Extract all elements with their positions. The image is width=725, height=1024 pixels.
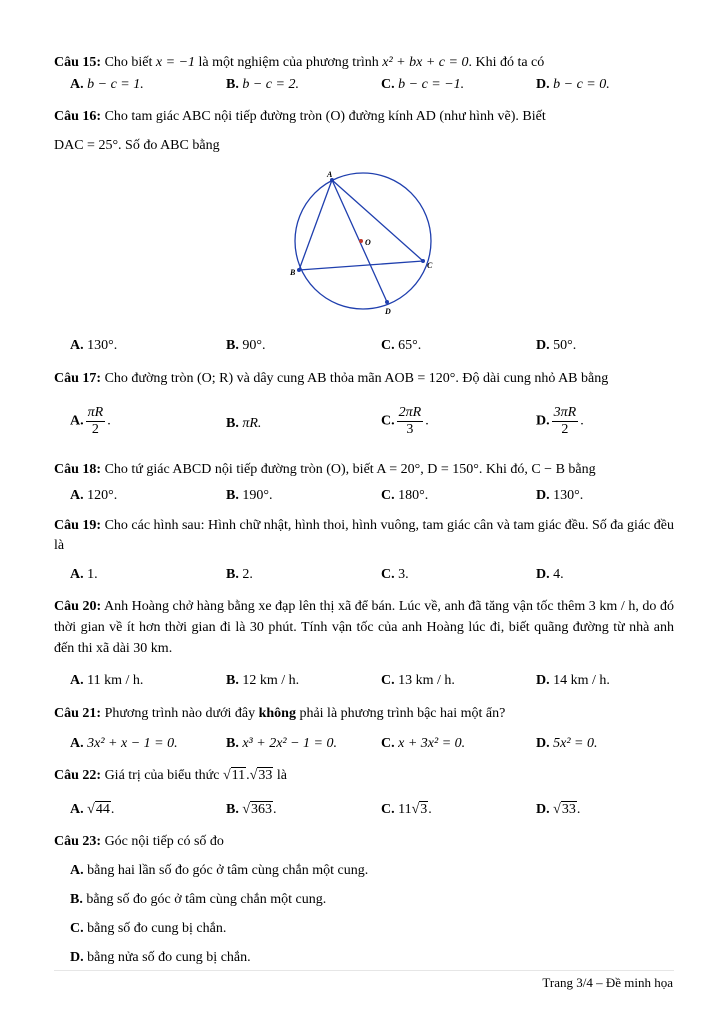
circle-figure — [285, 168, 460, 318]
option-letter: A. — [70, 567, 84, 582]
question-19 — [54, 516, 674, 556]
option-a[interactable]: A. $\frac{\pi R}{2}$ . — [70, 405, 111, 437]
radicand: 33 — [561, 802, 576, 817]
option-text: 11 km / h. — [87, 673, 144, 688]
option-letter: A. — [70, 863, 84, 878]
punct: . — [110, 802, 115, 817]
option-d[interactable] — [536, 487, 583, 505]
question-16 — [54, 108, 674, 126]
option-c[interactable] — [381, 801, 432, 819]
option-letter: A. — [70, 77, 84, 92]
option-b[interactable] — [70, 891, 326, 909]
option-text: 190°. — [242, 488, 273, 503]
question-text: Phương trình nào dưới đây — [104, 706, 256, 721]
question-label: Câu 17: — [54, 371, 102, 386]
option-a[interactable] — [70, 862, 368, 880]
option-text: 130°. — [87, 338, 118, 353]
option-letter: C. — [70, 921, 84, 936]
options-15 — [70, 76, 670, 98]
option-text: bằng số đo góc ở tâm cùng chắn một cung. — [86, 892, 327, 907]
option-c[interactable]: C. $\frac{2\pi R}{3}$ . — [381, 405, 429, 437]
fraction — [86, 405, 106, 438]
option-letter: C. — [381, 338, 395, 353]
option-b[interactable] — [226, 801, 277, 819]
option-letter: B. — [226, 736, 239, 751]
option-c[interactable] — [381, 735, 465, 753]
option-text: 120°. — [87, 488, 118, 503]
point-d — [385, 300, 389, 304]
option-a[interactable] — [70, 487, 117, 505]
segment-bc — [299, 261, 423, 270]
option-letter: D. — [536, 802, 550, 817]
question-text: . Khi đó ta có — [468, 55, 545, 70]
option-text: bằng hai lần số đo góc ở tâm cùng chắn một cung. — [87, 863, 369, 878]
question-label: Câu 21: — [54, 706, 102, 721]
options-21 — [70, 735, 670, 757]
option-c[interactable] — [70, 920, 226, 938]
math-expr: x = −1 — [155, 55, 196, 70]
option-d[interactable] — [536, 735, 597, 753]
option-text: b − c = 0. — [553, 77, 610, 92]
option-letter: C. — [381, 673, 395, 688]
options-17 — [70, 403, 670, 447]
option-text: 50°. — [553, 338, 577, 353]
option-a[interactable] — [70, 76, 144, 94]
option-text: 14 km / h. — [553, 673, 610, 688]
option-text: 1. — [87, 567, 98, 582]
option-letter: D. — [536, 736, 550, 751]
option-c[interactable] — [381, 566, 409, 584]
option-letter: B. — [226, 488, 239, 503]
question-text: Cho các hình sau: Hình chữ nhật, hình thoi, hình vuông, tam giác cân và tam giác đều. Số đa giác đều là — [54, 518, 674, 553]
label-d: D — [385, 307, 391, 316]
denominator: 2 — [91, 422, 99, 437]
question-text: Giá trị của biểu thức — [104, 768, 220, 783]
question-text: là — [276, 768, 287, 783]
option-letter: B. — [226, 338, 239, 353]
question-text: DAC = 25°. Số đo ABC bằng — [54, 138, 220, 153]
sqrt: √363 — [242, 802, 273, 817]
option-b[interactable] — [226, 76, 299, 94]
option-letter: B. — [226, 567, 239, 582]
footer-divider — [54, 970, 674, 971]
option-d[interactable] — [536, 566, 564, 584]
option-c[interactable] — [381, 672, 455, 690]
page-footer: Trang 3/4 – Đề minh họa — [542, 975, 673, 990]
option-letter: B. — [226, 673, 239, 688]
options-22 — [70, 801, 670, 823]
option-letter: C. — [381, 413, 395, 429]
option-b[interactable] — [226, 415, 261, 433]
option-b[interactable] — [226, 337, 265, 355]
option-letter: A. — [70, 413, 84, 429]
label-a: A — [327, 170, 333, 179]
sqrt: √33 — [553, 802, 576, 817]
option-letter: D. — [536, 673, 550, 688]
question-text: phải là phương trình bậc hai một ẩn? — [299, 706, 506, 721]
option-d[interactable] — [536, 76, 610, 94]
option-a[interactable] — [70, 672, 143, 690]
option-letter: C. — [381, 567, 395, 582]
option-letter: A. — [70, 802, 84, 817]
question-label: Câu 15: — [54, 55, 102, 70]
punct: . — [576, 802, 581, 817]
question-label: Câu 16: — [54, 109, 102, 124]
question-text: Cho tứ giác ABCD nội tiếp đường tròn (O), biết A = 20°, D = 150°. Khi đó, C − B bằng — [104, 462, 596, 477]
numerator: 2πR — [398, 405, 422, 420]
numerator: πR — [87, 405, 104, 420]
punct: . — [428, 802, 432, 817]
option-letter: A. — [70, 338, 84, 353]
option-letter: C. — [381, 488, 395, 503]
numerator: 3πR — [553, 405, 577, 420]
option-letter: A. — [70, 488, 84, 503]
question-23 — [54, 833, 674, 851]
option-text: b − c = 1. — [87, 77, 144, 92]
radicand: 11 — [231, 768, 246, 783]
option-text: πR. — [242, 416, 262, 431]
option-a[interactable] — [70, 801, 114, 819]
question-text: Cho đường tròn (O; R) và dây cung AB thỏa mãn AOB = 120°. Độ dài cung nhỏ AB bằng — [104, 371, 609, 386]
option-letter: B. — [226, 802, 239, 817]
option-text: 13 km / h. — [398, 673, 455, 688]
sqrt: √3 — [411, 802, 428, 817]
option-letter: A. — [70, 736, 84, 751]
option-text: bằng nửa số đo cung bị chắn. — [87, 950, 251, 965]
option-c[interactable] — [381, 487, 428, 505]
option-d[interactable] — [536, 337, 576, 355]
option-letter: B. — [226, 416, 239, 431]
segment-ac — [332, 180, 423, 261]
question-22: Câu 22: Giá trị của biểu thức √11.√33 là — [54, 768, 287, 783]
option-letter: A. — [70, 673, 84, 688]
option-letter: D. — [536, 338, 550, 353]
segment-ab — [299, 180, 332, 270]
point-b — [297, 268, 301, 272]
question-15 — [54, 54, 674, 72]
option-d[interactable] — [536, 672, 610, 690]
option-c[interactable] — [381, 76, 464, 94]
option-d[interactable] — [536, 801, 580, 819]
option-b[interactable] — [226, 672, 299, 690]
question-text: Góc nội tiếp có số đo — [104, 834, 224, 849]
radicand: 363 — [251, 802, 273, 817]
radicand: 3 — [420, 802, 428, 817]
radicand: 33 — [258, 768, 273, 783]
question-21 — [54, 705, 674, 723]
question-20 — [54, 596, 674, 659]
options-18 — [70, 487, 670, 509]
question-emphasis: không — [258, 706, 296, 721]
question-text: Cho tam giác ABC nội tiếp đường tròn (O) đường kính AD (như hình vẽ). Biết — [104, 109, 546, 124]
option-b[interactable] — [226, 735, 337, 753]
option-text: b − c = −1. — [398, 77, 465, 92]
question-label: Câu 19: — [54, 518, 102, 533]
option-text: 180°. — [398, 488, 429, 503]
sqrt: √44 — [87, 802, 110, 817]
option-text: x + 3x² = 0. — [398, 736, 466, 751]
option-text: 130°. — [553, 488, 584, 503]
option-d[interactable]: D. $\frac{3\pi R}{2}$ . — [536, 405, 584, 437]
option-text: b − c = 2. — [242, 77, 299, 92]
radicand: 44 — [95, 802, 110, 817]
option-letter: D. — [536, 567, 550, 582]
options-19 — [70, 566, 670, 588]
option-a[interactable] — [70, 566, 98, 584]
question-label: Câu 22: — [54, 768, 102, 783]
label-c: C — [427, 261, 433, 270]
option-b[interactable] — [226, 487, 272, 505]
label-b: B — [290, 268, 296, 277]
question-16-line2 — [54, 137, 674, 155]
options-20 — [70, 672, 670, 694]
math-expr: x² + bx + c = 0 — [382, 55, 469, 70]
option-letter: C. — [381, 736, 395, 751]
denominator: 2 — [561, 422, 569, 437]
question-18 — [54, 461, 674, 479]
options-16 — [70, 337, 670, 359]
option-text: x³ + 2x² − 1 = 0. — [242, 736, 338, 751]
option-letter: D. — [536, 488, 550, 503]
sqrt-11: √11 — [222, 768, 246, 783]
point-o — [359, 239, 363, 243]
option-text: 3. — [398, 567, 409, 582]
option-letter: D. — [536, 413, 550, 429]
question-text: Anh Hoàng chở hàng bằng xe đạp lên thị xã để bán. Lúc về, anh đã tăng vận tốc thêm 3 km / h, do đó thời gian về ít hơn thời gian đi là 30 phút. Tính vận tốc của anh Hoàng lúc đi, biết quãng đường từ nhà anh đến thi xã dài 30 km. — [54, 599, 674, 656]
question-label: Câu 23: — [54, 834, 102, 849]
option-text: 5x² = 0. — [553, 736, 598, 751]
option-letter: B. — [70, 892, 83, 907]
option-text: 12 km / h. — [242, 673, 300, 688]
option-text: 2. — [242, 567, 253, 582]
label-o: O — [365, 238, 371, 247]
question-label: Câu 20: — [54, 599, 102, 614]
option-letter: B. — [226, 77, 239, 92]
coefficient: 11 — [398, 802, 412, 817]
option-letter: C. — [381, 802, 395, 817]
fraction — [397, 405, 424, 438]
option-text: 4. — [553, 567, 564, 582]
fraction — [552, 405, 579, 438]
option-text: bằng số đo cung bị chắn. — [87, 921, 227, 936]
option-text: 90°. — [242, 338, 266, 353]
denominator: 3 — [406, 422, 414, 437]
option-d[interactable] — [70, 949, 251, 967]
question-label: Câu 18: — [54, 462, 102, 477]
question-text: là một nghiệm của phương trình — [198, 55, 379, 70]
option-text: 65°. — [398, 338, 422, 353]
option-letter: C. — [381, 77, 395, 92]
sqrt-33: √33 — [249, 768, 273, 783]
option-b[interactable] — [226, 566, 253, 584]
question-text: Cho biết — [104, 55, 153, 70]
option-letter: D. — [536, 77, 550, 92]
question-17 — [54, 370, 674, 388]
option-c[interactable] — [381, 337, 421, 355]
option-a[interactable] — [70, 735, 178, 753]
point-c — [421, 259, 425, 263]
option-text: 3x² + x − 1 = 0. — [87, 736, 178, 751]
option-a[interactable] — [70, 337, 117, 355]
option-letter: D. — [70, 950, 84, 965]
punct: . — [273, 802, 277, 817]
